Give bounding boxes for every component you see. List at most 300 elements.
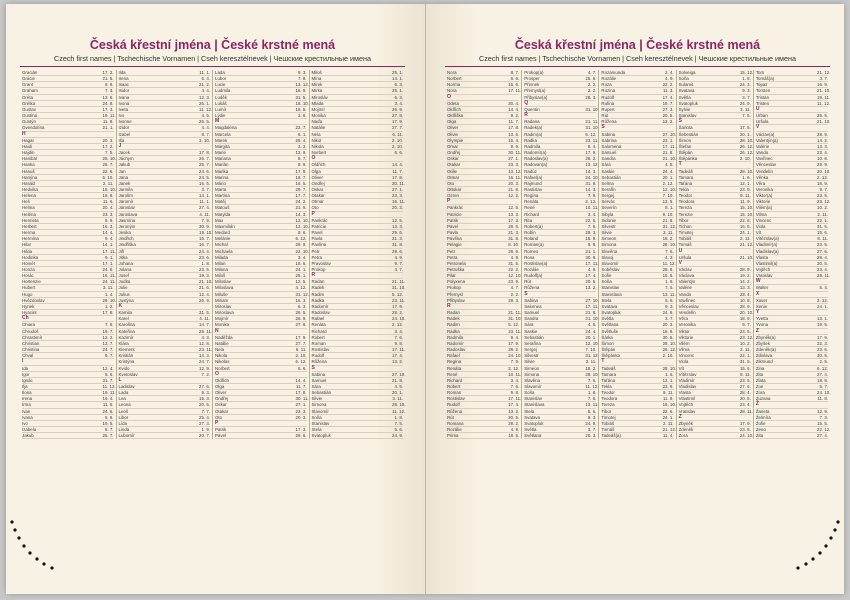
first-name: R	[311, 272, 316, 279]
first-name: Viola	[678, 359, 689, 365]
first-name: Otilie	[447, 168, 458, 174]
first-name: Růžena	[311, 359, 327, 365]
name-day-date: 12. 10.	[295, 223, 309, 229]
first-name: Rudolf	[601, 94, 615, 100]
first-name: Mirek	[311, 82, 323, 88]
name-day-date: 19. 11.	[102, 390, 116, 396]
first-name: Pravoslav	[311, 260, 331, 266]
name-day-date: 4. 4.	[201, 88, 210, 94]
first-name: Vendelín	[755, 168, 773, 174]
first-name: Kvetoslav	[118, 371, 138, 377]
first-name: Silvie	[601, 230, 612, 236]
first-name: Silvestr	[524, 353, 539, 359]
name-day-date: 13. 6.	[508, 131, 520, 137]
name-day-date: 20. 1.	[585, 334, 597, 340]
first-name: Veronika	[678, 322, 696, 328]
name-day-date: 9. 1.	[104, 254, 114, 260]
name-day-date: 29. 6.	[508, 248, 520, 254]
first-name: Yvetta	[755, 316, 769, 322]
first-name: Tekla	[678, 186, 689, 192]
first-name: Jarmila	[118, 186, 133, 192]
name-day-date: 21. 5.	[102, 76, 114, 82]
first-name: Jakub	[118, 162, 131, 168]
name-day-date: 9. 3.	[587, 414, 597, 420]
name-day-date: 16. 11.	[102, 273, 116, 279]
first-name: Chrastimír	[22, 334, 43, 340]
name-day-date: 27. 10.	[585, 297, 599, 303]
name-day-date: 26. 12.	[662, 347, 677, 353]
name-day-date: 12. 4.	[102, 365, 114, 371]
name-day-date: 8. 11.	[740, 371, 751, 377]
first-name: Věnceslav	[678, 303, 699, 309]
name-day-date: 17. 2.	[102, 70, 114, 75]
name-day-date: 22. 1.	[739, 353, 751, 359]
first-name: Radúz	[524, 168, 537, 174]
first-name: Ilda	[118, 70, 126, 75]
first-name: Vladimír	[678, 377, 695, 383]
name-day-date: 28. 8.	[662, 267, 674, 272]
first-name: Milada	[215, 254, 228, 260]
first-name: Henrieta	[22, 217, 39, 223]
name-day-date: 30. 11.	[392, 180, 406, 186]
name-day-date: 22. 3.	[817, 340, 829, 346]
name-day-date: 8. 10.	[508, 242, 520, 248]
name-day-date: 17. 4.	[508, 402, 520, 408]
first-name: Petra	[311, 254, 322, 260]
first-name: K	[118, 302, 123, 309]
first-name: Jan	[118, 168, 126, 174]
first-name: Světla	[524, 427, 537, 433]
name-day-date: 8. 1.	[665, 205, 674, 211]
first-name: Slavomír	[524, 383, 542, 389]
first-name: Zora	[678, 433, 688, 439]
name-day-date: 23. 5.	[739, 377, 751, 383]
name-day-date: 13. 3.	[739, 285, 751, 291]
name-day-date: 15. 10.	[739, 211, 754, 217]
first-name: Saskie	[601, 168, 615, 174]
name-day-date: 7. 6.	[587, 377, 597, 383]
first-name: Hynek	[22, 303, 35, 309]
name-day-date: 17. 3.	[295, 427, 307, 433]
first-name: Jitka	[118, 254, 128, 260]
first-name: Slavěna	[524, 377, 541, 383]
name-day-date: 29. 6.	[392, 248, 403, 254]
first-name: Natálie	[215, 340, 229, 346]
first-name: Nora	[447, 88, 457, 94]
first-name: Johana	[118, 260, 133, 266]
name-day-date: 18. 2.	[662, 236, 674, 242]
name-day-date: 27. 6.	[739, 383, 751, 389]
name-day-date: 25. 10.	[102, 156, 116, 162]
name-day-date: 14. 3.	[295, 211, 307, 217]
name-row	[601, 433, 673, 439]
first-name: S	[601, 124, 605, 131]
first-name: Rút	[524, 279, 532, 285]
first-name: P	[311, 210, 315, 217]
first-name: Monika	[215, 322, 230, 328]
first-name: Matylda	[215, 211, 231, 217]
name-day-date: 4. 3.	[201, 334, 210, 340]
first-name: Rupert	[601, 106, 615, 112]
first-name: Sergej	[524, 347, 537, 353]
first-name: Z	[678, 413, 682, 420]
name-day-date: 8. 9.	[297, 162, 307, 168]
first-name: Ida	[22, 365, 29, 371]
first-name: Tereza	[601, 402, 615, 408]
first-name: Sergej	[601, 193, 615, 199]
first-name: Růžena	[601, 119, 617, 125]
name-day-date: 20. 10.	[739, 310, 754, 316]
name-day-date: 7. 9.	[201, 217, 210, 223]
name-day-date: 15. 3.	[199, 396, 210, 402]
first-name: Gustina	[22, 113, 38, 119]
first-name: Radoslav	[311, 310, 330, 316]
page-subtitle: Czech first names | Tschechische Vornamen | Cseh keresztélnevek | Чешские крестильные имена	[479, 54, 796, 63]
first-name: Luděk	[215, 94, 227, 100]
name-day-date: 17. 2.	[102, 143, 114, 149]
first-name: Sára	[524, 322, 534, 328]
first-name: Vilém	[678, 340, 690, 346]
first-name: Urban	[755, 113, 768, 119]
first-name: Oliver	[447, 125, 459, 131]
first-name: Silvie	[311, 396, 322, 402]
first-name: Jaroslava	[118, 211, 138, 217]
names-columns	[445, 70, 830, 439]
first-name: P	[215, 419, 219, 426]
first-name: Radim	[447, 322, 460, 328]
first-name: Taťána	[678, 180, 693, 186]
name-day-date: 6. 1.	[297, 131, 307, 137]
first-name: Gvendolína	[22, 125, 45, 131]
name-day-date: 13. 2.	[662, 119, 674, 125]
first-name: Zlata	[755, 377, 766, 383]
first-name: Kamila	[118, 310, 132, 316]
name-day-date: 27. 10.	[392, 371, 406, 377]
first-name: Radek	[447, 316, 460, 322]
name-day-date: 23. 4.	[817, 267, 829, 272]
name-day-date	[392, 156, 403, 161]
name-day-date: 28. 3.	[508, 297, 520, 303]
name-day-date	[508, 95, 519, 100]
names-column	[598, 70, 675, 439]
name-day-date: 7. 6.	[104, 322, 114, 328]
first-name: Lea	[118, 396, 126, 402]
name-day-date: 3. 3.	[297, 143, 307, 149]
name-day-date: 17. 9.	[508, 340, 520, 346]
first-name: Josef	[118, 273, 129, 279]
name-day-date: 11. 9.	[740, 199, 751, 205]
first-name: Radan	[447, 310, 460, 316]
first-name: Šimon	[601, 340, 614, 346]
name-day-date: 14. 1.	[392, 76, 403, 82]
name-day-date: 8. 7.	[510, 70, 520, 75]
name-day-date: 15. 6.	[817, 230, 829, 236]
name-day-date: 4. 9.	[510, 427, 520, 433]
first-name: Rozálie	[601, 76, 617, 82]
first-name: Radek	[311, 285, 325, 291]
name-day-date: 24. 1.	[739, 230, 751, 236]
first-name: Marek	[215, 137, 228, 143]
first-name: Jaromír	[118, 199, 134, 205]
first-name: Radim(a)	[524, 131, 543, 137]
first-name: Soběslav	[601, 267, 620, 272]
name-day-date	[740, 162, 751, 167]
names-column	[20, 70, 116, 439]
name-day-date: 31. 10.	[585, 106, 599, 112]
name-day-date	[508, 304, 519, 309]
first-name: René	[447, 371, 458, 377]
first-name: Karolína	[118, 322, 135, 328]
first-name: Vít	[678, 365, 684, 371]
first-name: Olga	[215, 383, 225, 389]
first-name: N	[215, 327, 219, 334]
first-name: Xaver	[755, 297, 768, 303]
first-name: U	[678, 247, 683, 254]
name-day-date: 11. 12.	[585, 383, 599, 389]
first-name: Radovan(a)	[524, 162, 548, 168]
first-name: Irena	[118, 76, 129, 82]
first-name: Samuel	[601, 150, 617, 156]
name-day-date: 27. 1.	[392, 186, 403, 192]
first-name: Karel	[118, 316, 129, 322]
first-name: Nikolas	[215, 359, 230, 365]
first-name: Jiří	[118, 248, 125, 254]
first-name: Štěpán	[678, 150, 693, 156]
first-name: Oskar	[311, 186, 324, 192]
first-name: Simona	[524, 371, 540, 377]
name-day-date: 16. 5.	[295, 106, 307, 112]
name-day-date: 2. 10.	[295, 353, 307, 359]
name-day-date: 15. 7.	[199, 236, 210, 242]
first-name: Radomír(a)	[524, 150, 547, 156]
name-day-date: 9. 3.	[742, 88, 751, 94]
name-day-date: 18. 5.	[508, 433, 520, 439]
first-name: Chrudoš	[22, 328, 39, 334]
name-day-date: 17. 11.	[508, 88, 522, 94]
first-name: Radmila	[447, 334, 464, 340]
first-name: Gustýn	[22, 119, 36, 125]
name-day-date: 31. 8.	[508, 236, 520, 242]
name-day-date: 25. 1.	[392, 70, 403, 75]
name-day-date: 12. 5.	[295, 279, 307, 285]
first-name: Radka	[447, 328, 460, 334]
first-name: Soňa	[601, 279, 612, 285]
first-name: Rastislav	[524, 186, 543, 192]
first-name: Iveta	[118, 106, 129, 112]
first-name: Graham	[22, 88, 38, 94]
first-name: J	[118, 142, 122, 149]
name-day-date: 3. 10.	[199, 137, 210, 143]
first-name: Ondřej	[215, 396, 229, 402]
first-name: Isidor	[118, 88, 130, 94]
name-day-date: 20. 1.	[392, 390, 403, 396]
name-day-date: 15. 6.	[508, 82, 520, 88]
name-day-date	[817, 279, 828, 284]
name-day-date: 13. 2.	[585, 285, 597, 291]
title-rule	[20, 66, 405, 67]
first-name: Štěpánka	[601, 353, 620, 359]
first-name: Richard	[447, 377, 463, 383]
name-day-date: 11. 8.	[817, 396, 829, 402]
name-day-date: 6. 12.	[295, 359, 307, 365]
first-name: Radmila	[524, 143, 541, 149]
first-name: Xenie	[755, 303, 768, 309]
first-name: Petr	[311, 248, 320, 254]
first-name: W	[755, 278, 761, 285]
first-name: Vladimír(a)	[755, 242, 778, 248]
first-name: Jasmína	[118, 217, 136, 223]
first-name: Slavomír	[311, 408, 329, 414]
name-day-date: 18. 7.	[295, 174, 307, 180]
name-day-date: 25. 6.	[585, 76, 597, 82]
decorative-dots-icon	[8, 520, 68, 580]
name-day-date: 7. 5.	[587, 396, 597, 402]
name-day-date: 27. 8.	[295, 322, 307, 328]
first-name: S	[524, 290, 528, 297]
name-day-date: 12. 1.	[662, 377, 674, 383]
first-name: Tadeáš	[601, 365, 616, 371]
name-day-date: 21. 3.	[392, 236, 403, 242]
first-name: Vlastimil(a)	[755, 260, 778, 266]
first-name: Hermína	[22, 236, 39, 242]
name-day-date: 21. 10.	[817, 88, 831, 94]
first-name: Romana	[447, 420, 464, 426]
name-day-date: 11. 1.	[199, 199, 210, 205]
name-day-date	[585, 113, 596, 118]
first-name: Svatava	[678, 88, 695, 94]
name-day-date: 20. 1.	[739, 131, 751, 137]
first-name: Silvestr	[601, 223, 616, 229]
name-day-date: 5. 8.	[104, 414, 114, 420]
name-day-date	[296, 329, 307, 334]
name-day-date: 17. 9.	[739, 420, 751, 426]
first-name: Michaela	[215, 248, 233, 254]
name-day-date: 6. 9.	[104, 82, 114, 88]
first-name: Sabina	[601, 131, 616, 137]
first-name: Sebastián	[601, 174, 621, 180]
name-day-date: 2. 2.	[587, 82, 597, 88]
name-day-date: 14. 3.	[585, 186, 597, 192]
name-day-date: 27. 7.	[295, 340, 307, 346]
name-day-date: 9. 7.	[394, 260, 403, 266]
name-day-date: 3. 11.	[585, 359, 597, 365]
name-day-date: 11. 7.	[508, 119, 520, 125]
name-day-date: 4. 7.	[510, 285, 520, 291]
name-day-date: 21. 10.	[199, 279, 213, 285]
first-name: Stela	[601, 297, 612, 303]
name-day-date: 24. 1.	[817, 303, 829, 309]
first-name: Nela	[311, 131, 321, 137]
name-day-date: 7. 3.	[104, 88, 114, 94]
first-name: Veronika	[755, 186, 773, 192]
name-row	[447, 433, 519, 439]
first-name: Herma	[22, 230, 36, 236]
first-name: Stanislav	[678, 113, 697, 119]
first-name: Jarolím	[118, 193, 133, 199]
name-day-date: 21. 9.	[295, 205, 307, 211]
first-name: Ilona	[22, 390, 32, 396]
name-day-date: 5. 9.	[104, 217, 114, 223]
name-day-date: 17. 7.	[295, 193, 307, 199]
name-day-date	[199, 378, 210, 383]
name-day-date: 17. 4.	[662, 94, 674, 100]
name-day-date: 13. 2.	[508, 408, 520, 414]
first-name: Zina	[755, 365, 765, 371]
name-day-date: 24. 6.	[199, 168, 210, 174]
name-day-date: 22. 7.	[295, 125, 307, 131]
name-day-date: 29. 3.	[585, 230, 597, 236]
name-day-date: 9. 8.	[587, 242, 597, 248]
first-name: Klement	[118, 347, 135, 353]
name-day-date: 21. 10.	[739, 254, 754, 260]
first-name: Rufina	[601, 100, 615, 106]
first-name: Viktor	[678, 328, 690, 334]
name-day-date: 14. 1.	[199, 193, 210, 199]
first-name: Světla	[601, 316, 614, 322]
name-day-date: 18. 8.	[817, 377, 829, 383]
first-name: Norbert	[215, 365, 230, 371]
name-day-date: 20. 5.	[508, 414, 520, 420]
name-day-date: 18. 9.	[817, 180, 829, 186]
name-day-date: 3. 7.	[742, 94, 751, 100]
name-day-date: 24. 10.	[392, 316, 406, 322]
name-day-date: 18. 6.	[295, 260, 307, 266]
first-name: Marika	[215, 168, 229, 174]
name-day-date: 22. 2.	[662, 82, 674, 88]
name-day-date	[663, 125, 674, 130]
name-day-date: 24. 6.	[102, 408, 114, 414]
first-name: Lída	[118, 420, 128, 426]
first-name: Mojmír	[215, 316, 229, 322]
first-name: Olivie	[447, 131, 458, 137]
first-name: Olympie	[447, 137, 464, 143]
first-name: Harald	[22, 180, 35, 186]
name-day-date: 28. 11.	[817, 273, 831, 279]
first-name: Sebastián	[311, 390, 332, 396]
first-name: Valentýn	[678, 279, 696, 285]
name-day-date: 23. 5.	[199, 267, 210, 272]
name-day-date: 22. 6.	[739, 217, 751, 223]
first-name: Naděžda	[215, 334, 233, 340]
first-name: Lumír	[215, 106, 227, 112]
name-day-date: 7. 9.	[587, 193, 597, 199]
name-day-date: 7. 2.	[201, 371, 210, 377]
first-name: Zbyněk(a)	[755, 334, 776, 340]
first-name: Vojtěch	[678, 402, 694, 408]
name-day-date: 31. 7.	[102, 377, 114, 383]
name-day-date: 25. 1.	[295, 273, 307, 279]
name-day-date: 7. 6.	[394, 334, 403, 340]
first-name: Klára	[118, 340, 129, 346]
first-name: Hajdin	[22, 150, 35, 156]
first-name: Šárka	[601, 334, 613, 340]
name-day-date: 23. 9.	[662, 383, 674, 389]
first-name: Ivana	[22, 414, 33, 420]
first-name: Lubor	[215, 76, 227, 82]
first-name: Svatopluk	[524, 420, 544, 426]
name-day-date: 3. 7.	[587, 427, 597, 433]
first-name: Viola	[755, 223, 766, 229]
name-day-date	[392, 212, 403, 217]
name-day-date: 28. 7.	[102, 162, 114, 168]
first-name: Ondřej	[447, 150, 461, 156]
name-day-date: 14. 7.	[199, 322, 210, 328]
first-name: Zora	[755, 390, 765, 396]
name-day-date: 23. 11.	[585, 137, 599, 143]
first-name: Slavoj	[601, 254, 614, 260]
first-name: Václav(a)	[755, 131, 775, 137]
first-name: Tamara	[601, 371, 617, 377]
